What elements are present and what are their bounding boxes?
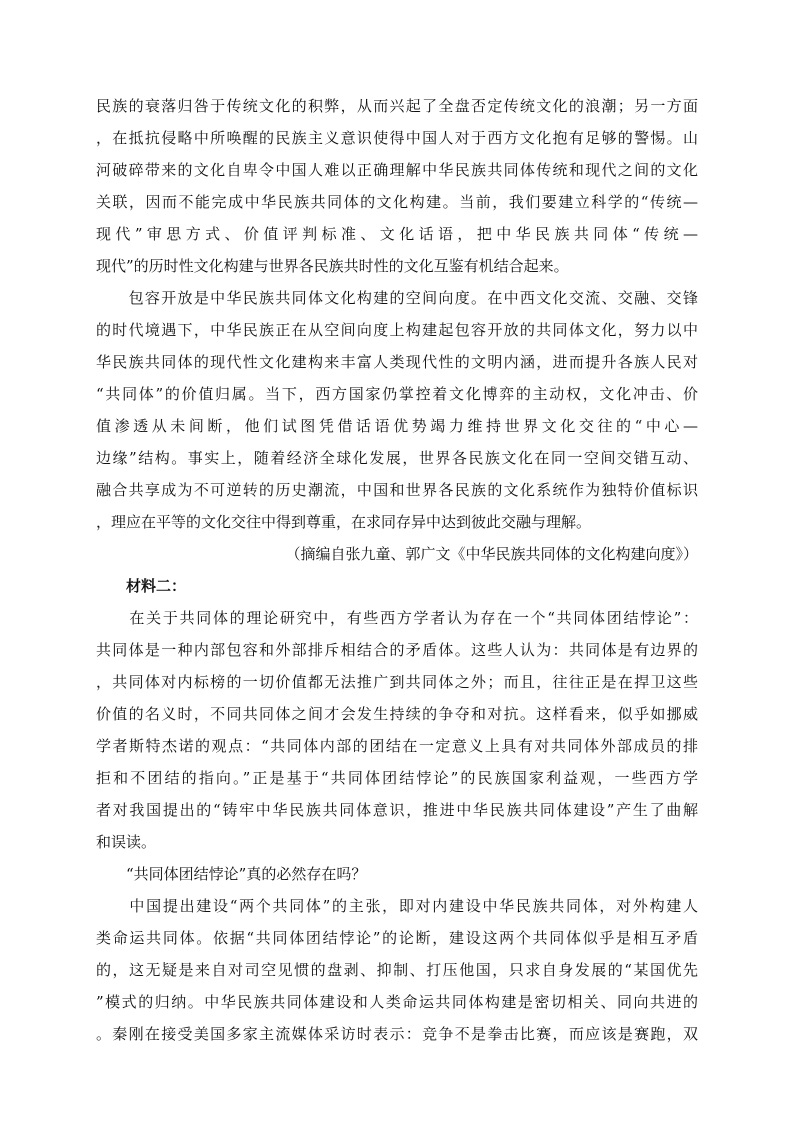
text-line: 值渗透从未间断，他们试图凭借话语优势竭力维持世界文化交往的“中心— [96, 417, 698, 435]
text-line: 的，这无疑是来自对司空见惯的盘剥、抑制、打压他国，只求自身发展的“某国优先 [96, 961, 698, 979]
text-line: 关联，因而不能完成中华民族共同体的文化构建。当前，我们要建立科学的“传统— [96, 193, 698, 211]
text-line: 现代”的历时性文化构建与世界各民族共时性的文化互鉴有机结合起来。 [96, 257, 569, 275]
text-line: 边缘”结构。事实上，随着经济全球化发展，世界各民族文化在同一空间交错互动、 [96, 449, 698, 467]
text-line: 民族的衰落归咎于传统文化的积弊，从而兴起了全盘否定传统文化的浪潮；另一方面 [96, 97, 698, 115]
text-line: ，共同体对内标榜的一切价值都无法推广到共同体之外；而且，往往正是在捍卫这些 [96, 673, 698, 691]
text-line: 类命运共同体。依据“共同体团结悖论”的论断，建设这两个共同体似乎是相互矛盾 [96, 929, 698, 947]
text-line: 和误读。 [96, 833, 157, 851]
text-line: 的时代境遇下，中华民族正在从空间向度上构建起包容开放的共同体文化，努力以中 [96, 321, 698, 339]
text-line: 华民族共同体的现代性文化建构来丰富人类现代性的文明内涵，进而提升各族人民对 [96, 353, 698, 371]
text-line: “共同体”的价值归属。当下，西方国家仍掌控着文化博弈的主动权，文化冲击、价 [96, 385, 698, 403]
text-line: 者对我国提出的“铸牢中华民族共同体意识，推进中华民族共同体建设”产生了曲解 [96, 801, 698, 819]
section-heading: 材料二： [96, 577, 187, 595]
text-line: 融合共享成为不可逆转的历史潮流，中国和世界各民族的文化系统作为独特价值标识 [96, 481, 698, 499]
text-line: ，在抵抗侵略中所唤醒的民族主义意识使得中国人对于西方文化抱有足够的警惕。山 [96, 129, 698, 147]
source-citation: （摘编自张九童、郭广文《中华民族共同体的文化构建向度》） [285, 545, 698, 563]
text-line: “共同体团结悖论”真的必然存在吗？ [96, 865, 367, 883]
text-line: ”模式的归纳。中华民族共同体建设和人类命运共同体构建是密切相关、同向共进的 [96, 993, 698, 1011]
text-line: 在关于共同体的理论研究中，有些西方学者认为存在一个“共同体团结悖论”： [96, 609, 698, 627]
text-line: 拒和不团结的指向。”正是基于“共同体团结悖论”的民族国家利益观，一些西方学 [96, 769, 698, 787]
text-line: 中国提出建设“两个共同体”的主张，即对内建设中华民族共同体，对外构建人 [96, 897, 698, 915]
text-line: 河破碎带来的文化自卑令中国人难以正确理解中华民族共同体传统和现代之间的文化 [96, 161, 698, 179]
text-line: 共同体是一种内部包容和外部排斥相结合的矛盾体。这些人认为：共同体是有边界的 [96, 641, 698, 659]
text-line: 现代”审思方式、价值评判标准、文化话语，把中华民族共同体“传统— [96, 225, 698, 243]
text-line: 学者斯特杰诺的观点：“共同体内部的团结在一定意义上具有对共同体外部成员的排 [96, 737, 698, 755]
text-line: ，理应在平等的文化交往中得到尊重，在求同存异中达到彼此交融与理解。 [96, 513, 592, 531]
text-line: 价值的名义时，不同共同体之间才会发生持续的争夺和对抗。这样看来，似乎如挪威 [96, 705, 698, 723]
text-line: 。秦刚在接受美国多家主流媒体采访时表示：竞争不是拳击比赛，而应该是赛跑，双 [96, 1025, 698, 1043]
text-line: 包容开放是中华民族共同体文化构建的空间向度。在中西文化交流、交融、交锋 [96, 289, 698, 307]
